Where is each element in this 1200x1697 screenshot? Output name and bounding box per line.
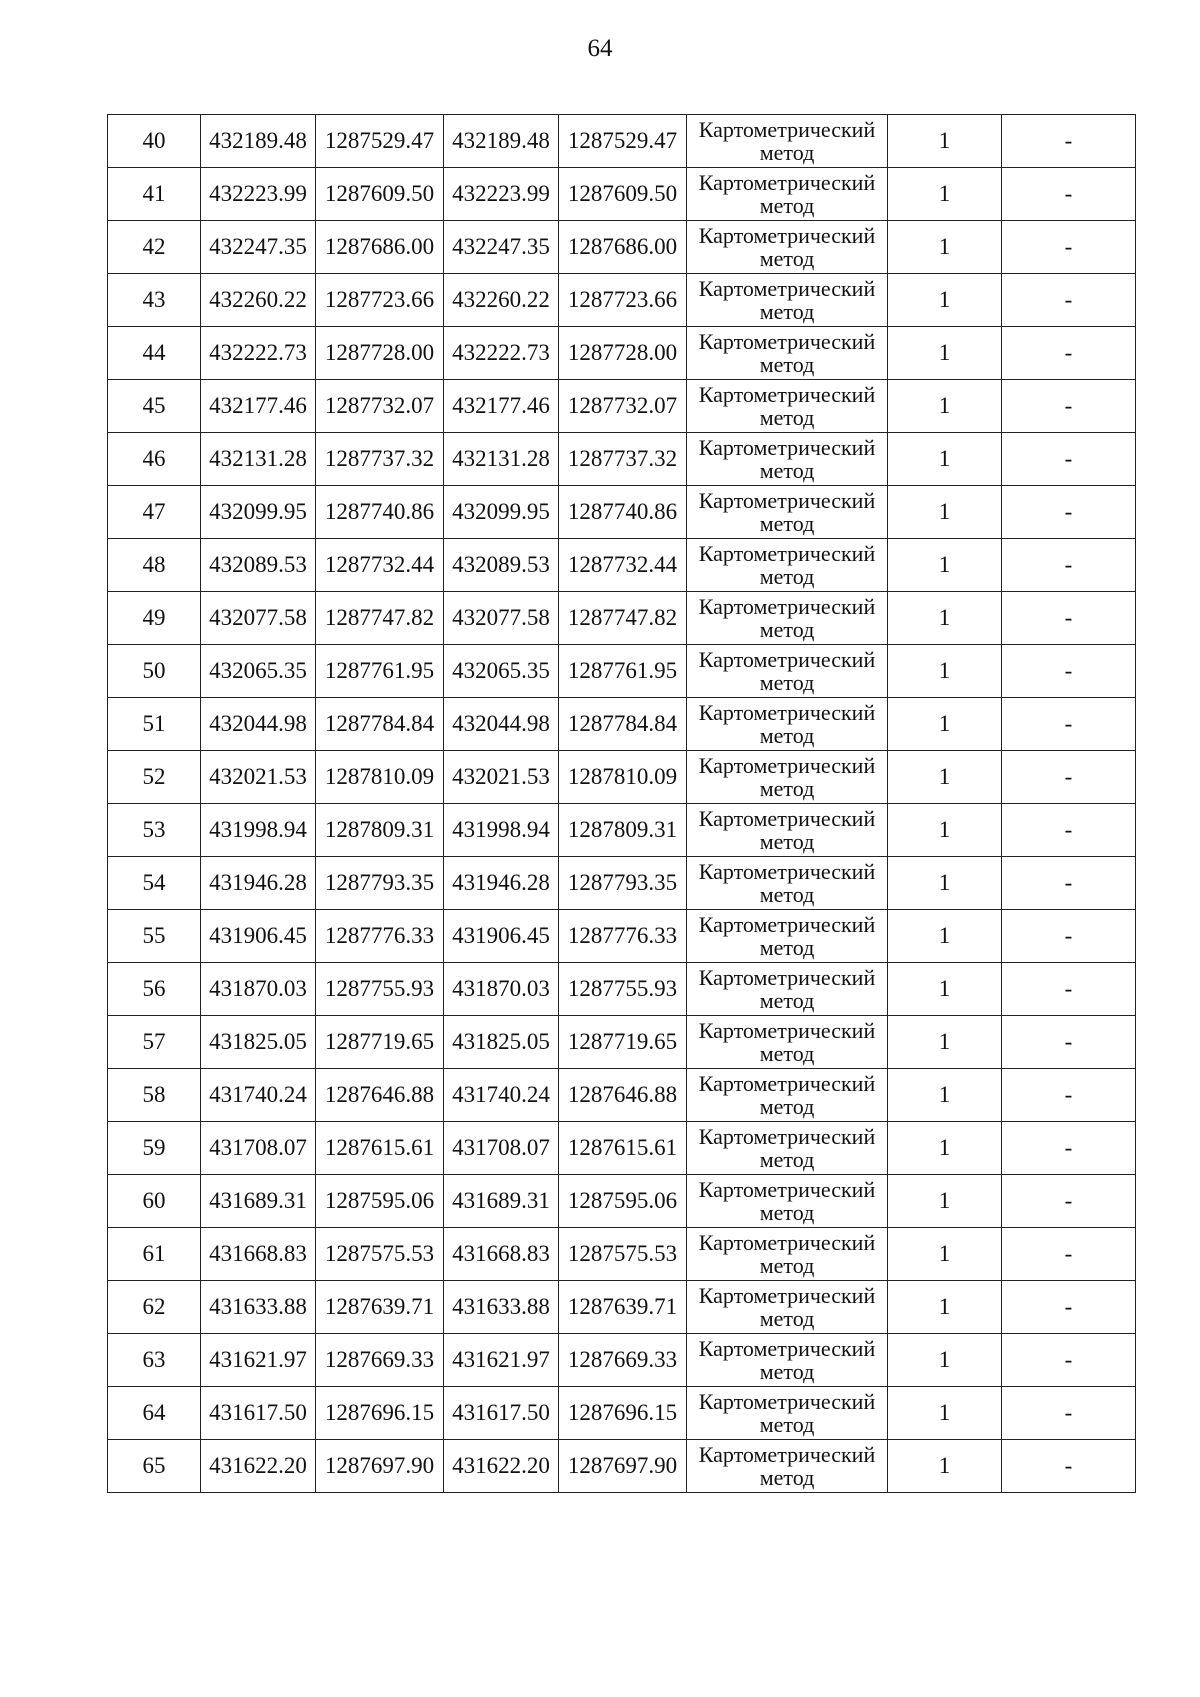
- x-coordinate-cell: 432247.35: [201, 221, 316, 274]
- y-coordinate-new-cell: 1287639.71: [559, 1281, 687, 1334]
- method-cell: [687, 751, 888, 804]
- x-coordinate-cell: 431825.05: [201, 1016, 316, 1069]
- x-coordinate-new-cell: 431946.28: [444, 857, 559, 910]
- note-cell: -: [1002, 1387, 1136, 1440]
- y-coordinate-cell: 1287740.86: [316, 486, 444, 539]
- y-coordinate-new-cell: 1287615.61: [559, 1122, 687, 1175]
- x-coordinate-new-cell: 432099.95: [444, 486, 559, 539]
- y-coordinate-new-cell: 1287747.82: [559, 592, 687, 645]
- point-number-cell: 62: [108, 1281, 201, 1334]
- table-row: [108, 1175, 1136, 1228]
- method-line1: Картометрический: [698, 541, 876, 566]
- x-coordinate-new-cell: 431617.50: [444, 1387, 559, 1440]
- y-coordinate-new-cell: 1287723.66: [559, 274, 687, 327]
- table-row: [108, 486, 1136, 539]
- y-coordinate-new-cell: 1287646.88: [559, 1069, 687, 1122]
- x-coordinate-cell: 432131.28: [201, 433, 316, 486]
- y-coordinate-new-cell: 1287696.15: [559, 1387, 687, 1440]
- point-number-cell: 50: [108, 645, 201, 698]
- x-coordinate-cell: 431998.94: [201, 804, 316, 857]
- accuracy-cell: 1: [888, 486, 1002, 539]
- method-cell: [687, 698, 888, 751]
- x-coordinate-new-cell: 432131.28: [444, 433, 559, 486]
- table-row: [108, 804, 1136, 857]
- point-number-cell: 41: [108, 168, 201, 221]
- table-row: [108, 1122, 1136, 1175]
- method-line1: Картометрический: [698, 1389, 876, 1414]
- y-coordinate-cell: 1287529.47: [316, 115, 444, 168]
- x-coordinate-new-cell: 432177.46: [444, 380, 559, 433]
- point-number-cell: 40: [108, 115, 201, 168]
- note-cell: -: [1002, 1069, 1136, 1122]
- x-coordinate-cell: 431633.88: [201, 1281, 316, 1334]
- accuracy-cell: 1: [888, 1334, 1002, 1387]
- method-cell: [687, 1387, 888, 1440]
- method-line2: метод: [759, 670, 815, 695]
- point-number-cell: 52: [108, 751, 201, 804]
- method-line1: Картометрический: [698, 806, 876, 831]
- y-coordinate-cell: 1287575.53: [316, 1228, 444, 1281]
- accuracy-cell: 1: [888, 1387, 1002, 1440]
- table-row: [108, 168, 1136, 221]
- note-cell: -: [1002, 115, 1136, 168]
- method-cell: [687, 645, 888, 698]
- x-coordinate-cell: 432077.58: [201, 592, 316, 645]
- method-line1: Картометрический: [698, 700, 876, 725]
- x-coordinate-new-cell: 432044.98: [444, 698, 559, 751]
- method-cell: [687, 804, 888, 857]
- method-cell: [687, 1069, 888, 1122]
- x-coordinate-new-cell: 431621.97: [444, 1334, 559, 1387]
- y-coordinate-new-cell: 1287669.33: [559, 1334, 687, 1387]
- method-cell: [687, 327, 888, 380]
- point-number-cell: 64: [108, 1387, 201, 1440]
- method-line1: Картометрический: [698, 859, 876, 884]
- point-number-cell: 60: [108, 1175, 201, 1228]
- table-row: [108, 1228, 1136, 1281]
- method-line1: Картометрический: [698, 647, 876, 672]
- accuracy-cell: 1: [888, 1281, 1002, 1334]
- method-cell: [687, 115, 888, 168]
- method-cell: [687, 1228, 888, 1281]
- method-line2: метод: [759, 1465, 815, 1490]
- y-coordinate-new-cell: 1287737.32: [559, 433, 687, 486]
- accuracy-cell: 1: [888, 751, 1002, 804]
- method-line1: Картометрический: [698, 1336, 876, 1361]
- x-coordinate-new-cell: 431708.07: [444, 1122, 559, 1175]
- y-coordinate-cell: 1287697.90: [316, 1440, 444, 1493]
- note-cell: -: [1002, 1122, 1136, 1175]
- method-line2: метод: [759, 1412, 815, 1437]
- note-cell: -: [1002, 857, 1136, 910]
- note-cell: -: [1002, 963, 1136, 1016]
- y-coordinate-cell: 1287755.93: [316, 963, 444, 1016]
- x-coordinate-new-cell: 431689.31: [444, 1175, 559, 1228]
- x-coordinate-cell: 431740.24: [201, 1069, 316, 1122]
- x-coordinate-new-cell: 431622.20: [444, 1440, 559, 1493]
- x-coordinate-new-cell: 431825.05: [444, 1016, 559, 1069]
- accuracy-cell: 1: [888, 168, 1002, 221]
- y-coordinate-cell: 1287595.06: [316, 1175, 444, 1228]
- method-line2: метод: [759, 617, 815, 642]
- point-number-cell: 65: [108, 1440, 201, 1493]
- x-coordinate-new-cell: 431740.24: [444, 1069, 559, 1122]
- method-line2: метод: [759, 829, 815, 854]
- table-body: [108, 115, 1136, 1493]
- table-row: [108, 645, 1136, 698]
- y-coordinate-cell: 1287737.32: [316, 433, 444, 486]
- table-row: [108, 751, 1136, 804]
- y-coordinate-new-cell: 1287761.95: [559, 645, 687, 698]
- point-number-cell: 57: [108, 1016, 201, 1069]
- x-coordinate-cell: 431689.31: [201, 1175, 316, 1228]
- method-cell: [687, 221, 888, 274]
- method-line1: Картометрический: [698, 170, 876, 195]
- method-line1: Картометрический: [698, 117, 876, 142]
- point-number-cell: 42: [108, 221, 201, 274]
- accuracy-cell: 1: [888, 857, 1002, 910]
- y-coordinate-cell: 1287669.33: [316, 1334, 444, 1387]
- method-cell: [687, 1016, 888, 1069]
- method-line2: метод: [759, 564, 815, 589]
- method-line1: Картометрический: [698, 382, 876, 407]
- method-line2: метод: [759, 1306, 815, 1331]
- y-coordinate-cell: 1287639.71: [316, 1281, 444, 1334]
- y-coordinate-new-cell: 1287719.65: [559, 1016, 687, 1069]
- x-coordinate-cell: 431617.50: [201, 1387, 316, 1440]
- method-cell: [687, 592, 888, 645]
- point-number-cell: 61: [108, 1228, 201, 1281]
- y-coordinate-cell: 1287784.84: [316, 698, 444, 751]
- accuracy-cell: 1: [888, 380, 1002, 433]
- method-cell: [687, 857, 888, 910]
- accuracy-cell: 1: [888, 327, 1002, 380]
- table-row: [108, 592, 1136, 645]
- table-row: [108, 910, 1136, 963]
- x-coordinate-cell: 432089.53: [201, 539, 316, 592]
- accuracy-cell: 1: [888, 804, 1002, 857]
- accuracy-cell: 1: [888, 645, 1002, 698]
- method-line2: метод: [759, 458, 815, 483]
- y-coordinate-cell: 1287793.35: [316, 857, 444, 910]
- table-row: [108, 1069, 1136, 1122]
- note-cell: -: [1002, 1228, 1136, 1281]
- y-coordinate-new-cell: 1287686.00: [559, 221, 687, 274]
- accuracy-cell: 1: [888, 910, 1002, 963]
- method-line1: Картометрический: [698, 1124, 876, 1149]
- x-coordinate-cell: 432177.46: [201, 380, 316, 433]
- x-coordinate-new-cell: 432189.48: [444, 115, 559, 168]
- accuracy-cell: 1: [888, 1228, 1002, 1281]
- accuracy-cell: 1: [888, 963, 1002, 1016]
- x-coordinate-cell: 431906.45: [201, 910, 316, 963]
- method-line2: метод: [759, 193, 815, 218]
- x-coordinate-cell: 431622.20: [201, 1440, 316, 1493]
- point-number-cell: 51: [108, 698, 201, 751]
- x-coordinate-cell: 432260.22: [201, 274, 316, 327]
- note-cell: -: [1002, 1175, 1136, 1228]
- method-line2: метод: [759, 1200, 815, 1225]
- table-row: [108, 115, 1136, 168]
- method-line2: метод: [759, 246, 815, 271]
- method-line2: метод: [759, 1147, 815, 1172]
- point-number-cell: 55: [108, 910, 201, 963]
- note-cell: -: [1002, 645, 1136, 698]
- method-line1: Картометрический: [698, 594, 876, 619]
- table-row: [108, 1387, 1136, 1440]
- method-line2: метод: [759, 882, 815, 907]
- table-row: [108, 274, 1136, 327]
- method-line1: Картометрический: [698, 1018, 876, 1043]
- point-number-cell: 49: [108, 592, 201, 645]
- accuracy-cell: 1: [888, 221, 1002, 274]
- accuracy-cell: 1: [888, 1016, 1002, 1069]
- method-cell: [687, 1122, 888, 1175]
- x-coordinate-new-cell: 432247.35: [444, 221, 559, 274]
- method-line1: Картометрический: [698, 488, 876, 513]
- accuracy-cell: 1: [888, 115, 1002, 168]
- method-line2: метод: [759, 1359, 815, 1384]
- note-cell: -: [1002, 751, 1136, 804]
- method-cell: [687, 1175, 888, 1228]
- y-coordinate-new-cell: 1287784.84: [559, 698, 687, 751]
- note-cell: -: [1002, 910, 1136, 963]
- method-line2: метод: [759, 299, 815, 324]
- x-coordinate-cell: 432189.48: [201, 115, 316, 168]
- table-row: [108, 327, 1136, 380]
- x-coordinate-cell: 431708.07: [201, 1122, 316, 1175]
- note-cell: -: [1002, 327, 1136, 380]
- table-row: [108, 698, 1136, 751]
- method-cell: [687, 274, 888, 327]
- y-coordinate-cell: 1287809.31: [316, 804, 444, 857]
- table-row: [108, 1440, 1136, 1493]
- table-row: [108, 857, 1136, 910]
- method-cell: [687, 539, 888, 592]
- point-number-cell: 54: [108, 857, 201, 910]
- method-line2: метод: [759, 776, 815, 801]
- method-line2: метод: [759, 511, 815, 536]
- method-line1: Картометрический: [698, 1071, 876, 1096]
- method-line1: Картометрический: [698, 1177, 876, 1202]
- x-coordinate-cell: 432222.73: [201, 327, 316, 380]
- method-line2: метод: [759, 405, 815, 430]
- x-coordinate-cell: 431870.03: [201, 963, 316, 1016]
- x-coordinate-new-cell: 431668.83: [444, 1228, 559, 1281]
- y-coordinate-new-cell: 1287809.31: [559, 804, 687, 857]
- x-coordinate-new-cell: 432223.99: [444, 168, 559, 221]
- point-number-cell: 45: [108, 380, 201, 433]
- y-coordinate-cell: 1287615.61: [316, 1122, 444, 1175]
- method-cell: [687, 168, 888, 221]
- note-cell: -: [1002, 168, 1136, 221]
- x-coordinate-cell: 432021.53: [201, 751, 316, 804]
- method-line2: метод: [759, 935, 815, 960]
- y-coordinate-new-cell: 1287755.93: [559, 963, 687, 1016]
- y-coordinate-cell: 1287728.00: [316, 327, 444, 380]
- note-cell: -: [1002, 1334, 1136, 1387]
- y-coordinate-new-cell: 1287732.07: [559, 380, 687, 433]
- method-line2: метод: [759, 1041, 815, 1066]
- y-coordinate-cell: 1287732.07: [316, 380, 444, 433]
- method-cell: [687, 1334, 888, 1387]
- y-coordinate-cell: 1287810.09: [316, 751, 444, 804]
- accuracy-cell: 1: [888, 539, 1002, 592]
- y-coordinate-cell: 1287719.65: [316, 1016, 444, 1069]
- table-row: [108, 1334, 1136, 1387]
- y-coordinate-cell: 1287761.95: [316, 645, 444, 698]
- x-coordinate-new-cell: 432065.35: [444, 645, 559, 698]
- y-coordinate-cell: 1287776.33: [316, 910, 444, 963]
- y-coordinate-new-cell: 1287776.33: [559, 910, 687, 963]
- table-row: [108, 1281, 1136, 1334]
- note-cell: -: [1002, 698, 1136, 751]
- method-line1: Картометрический: [698, 965, 876, 990]
- x-coordinate-new-cell: 432077.58: [444, 592, 559, 645]
- method-line1: Картометрический: [698, 329, 876, 354]
- table-row: [108, 433, 1136, 486]
- method-line2: метод: [759, 352, 815, 377]
- page-number: 64: [587, 35, 613, 62]
- point-number-cell: 43: [108, 274, 201, 327]
- note-cell: -: [1002, 539, 1136, 592]
- note-cell: -: [1002, 1281, 1136, 1334]
- note-cell: -: [1002, 1016, 1136, 1069]
- y-coordinate-cell: 1287686.00: [316, 221, 444, 274]
- point-number-cell: 46: [108, 433, 201, 486]
- method-line2: метод: [759, 988, 815, 1013]
- y-coordinate-new-cell: 1287575.53: [559, 1228, 687, 1281]
- method-line1: Картометрический: [698, 1442, 876, 1467]
- method-line2: метод: [759, 1094, 815, 1119]
- x-coordinate-cell: 432223.99: [201, 168, 316, 221]
- note-cell: -: [1002, 221, 1136, 274]
- y-coordinate-new-cell: 1287609.50: [559, 168, 687, 221]
- x-coordinate-new-cell: 431633.88: [444, 1281, 559, 1334]
- note-cell: -: [1002, 486, 1136, 539]
- y-coordinate-new-cell: 1287529.47: [559, 115, 687, 168]
- method-cell: [687, 380, 888, 433]
- x-coordinate-cell: 432044.98: [201, 698, 316, 751]
- point-number-cell: 44: [108, 327, 201, 380]
- method-line1: Картометрический: [698, 753, 876, 778]
- note-cell: -: [1002, 804, 1136, 857]
- x-coordinate-cell: 432065.35: [201, 645, 316, 698]
- x-coordinate-cell: 431668.83: [201, 1228, 316, 1281]
- method-line1: Картометрический: [698, 912, 876, 937]
- x-coordinate-new-cell: 432021.53: [444, 751, 559, 804]
- x-coordinate-new-cell: 432089.53: [444, 539, 559, 592]
- point-number-cell: 56: [108, 963, 201, 1016]
- accuracy-cell: 1: [888, 1175, 1002, 1228]
- y-coordinate-new-cell: 1287793.35: [559, 857, 687, 910]
- y-coordinate-new-cell: 1287740.86: [559, 486, 687, 539]
- x-coordinate-new-cell: 432260.22: [444, 274, 559, 327]
- note-cell: -: [1002, 433, 1136, 486]
- note-cell: -: [1002, 274, 1136, 327]
- accuracy-cell: 1: [888, 1069, 1002, 1122]
- accuracy-cell: 1: [888, 1122, 1002, 1175]
- point-number-cell: 47: [108, 486, 201, 539]
- x-coordinate-cell: 431621.97: [201, 1334, 316, 1387]
- method-line1: Картометрический: [698, 435, 876, 460]
- y-coordinate-new-cell: 1287732.44: [559, 539, 687, 592]
- x-coordinate-cell: 432099.95: [201, 486, 316, 539]
- method-cell: [687, 1281, 888, 1334]
- note-cell: -: [1002, 1440, 1136, 1493]
- y-coordinate-cell: 1287747.82: [316, 592, 444, 645]
- method-cell: [687, 963, 888, 1016]
- accuracy-cell: 1: [888, 592, 1002, 645]
- x-coordinate-new-cell: 431870.03: [444, 963, 559, 1016]
- method-line1: Картометрический: [698, 1230, 876, 1255]
- method-line1: Картометрический: [698, 276, 876, 301]
- accuracy-cell: 1: [888, 1440, 1002, 1493]
- accuracy-cell: 1: [888, 433, 1002, 486]
- method-line2: метод: [759, 723, 815, 748]
- accuracy-cell: 1: [888, 698, 1002, 751]
- y-coordinate-cell: 1287732.44: [316, 539, 444, 592]
- table-row: [108, 1016, 1136, 1069]
- y-coordinate-cell: 1287723.66: [316, 274, 444, 327]
- point-number-cell: 63: [108, 1334, 201, 1387]
- method-cell: [687, 433, 888, 486]
- note-cell: -: [1002, 592, 1136, 645]
- method-line1: Картометрический: [698, 1283, 876, 1308]
- table-row: [108, 539, 1136, 592]
- y-coordinate-cell: 1287609.50: [316, 168, 444, 221]
- y-coordinate-cell: 1287696.15: [316, 1387, 444, 1440]
- table-row: [108, 963, 1136, 1016]
- table-row: [108, 380, 1136, 433]
- method-cell: [687, 910, 888, 963]
- method-cell: [687, 1440, 888, 1493]
- point-number-cell: 59: [108, 1122, 201, 1175]
- method-line1: Картометрический: [698, 223, 876, 248]
- y-coordinate-new-cell: 1287697.90: [559, 1440, 687, 1493]
- table-row: [108, 221, 1136, 274]
- method-line2: метод: [759, 140, 815, 165]
- y-coordinate-new-cell: 1287728.00: [559, 327, 687, 380]
- method-cell: [687, 486, 888, 539]
- x-coordinate-new-cell: 431906.45: [444, 910, 559, 963]
- y-coordinate-new-cell: 1287810.09: [559, 751, 687, 804]
- point-number-cell: 58: [108, 1069, 201, 1122]
- method-line2: метод: [759, 1253, 815, 1278]
- x-coordinate-new-cell: 431998.94: [444, 804, 559, 857]
- y-coordinate-new-cell: 1287595.06: [559, 1175, 687, 1228]
- x-coordinate-cell: 431946.28: [201, 857, 316, 910]
- x-coordinate-new-cell: 432222.73: [444, 327, 559, 380]
- coordinates-table: [107, 114, 1136, 1493]
- y-coordinate-cell: 1287646.88: [316, 1069, 444, 1122]
- point-number-cell: 48: [108, 539, 201, 592]
- note-cell: -: [1002, 380, 1136, 433]
- accuracy-cell: 1: [888, 274, 1002, 327]
- point-number-cell: 53: [108, 804, 201, 857]
